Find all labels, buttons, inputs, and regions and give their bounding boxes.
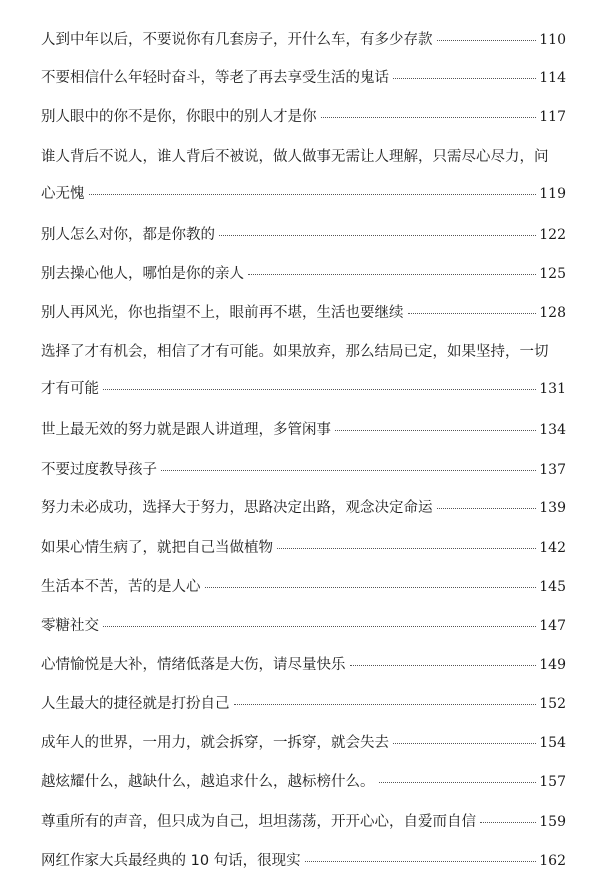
dot-leader <box>205 587 537 588</box>
dot-leader <box>89 194 537 195</box>
toc-entry-title-line1: 谁人背后不说人，谁人背后不被说，做人做事无需让人理解，只需尽心尽力，问 <box>41 149 549 165</box>
toc-entry[interactable] <box>41 303 566 323</box>
toc-entry-page: 147 <box>539 618 566 634</box>
toc-entry-title: 不要过度教导孩子 <box>41 462 157 478</box>
toc-entry-title: 努力未必成功，选择大于努力，思路决定出路，观念决定命运 <box>41 500 433 516</box>
dot-leader <box>161 470 536 471</box>
toc-entry[interactable] <box>41 577 566 597</box>
toc-entry[interactable] <box>41 733 566 753</box>
toc-entry-title: 心情愉悦是大补，情绪低落是大伤，请尽量快乐 <box>41 657 346 673</box>
toc-entry[interactable] <box>41 107 566 127</box>
dot-leader <box>480 822 536 823</box>
dot-leader <box>103 626 536 627</box>
toc-entry[interactable] <box>41 772 566 792</box>
toc-entry[interactable] <box>41 30 566 50</box>
dot-leader <box>393 743 536 744</box>
toc-entry-page: 117 <box>539 109 566 125</box>
toc-entry-title: 人生最大的捷径就是打扮自己 <box>41 696 230 712</box>
toc-entry[interactable] <box>41 851 566 871</box>
toc-entry[interactable] <box>41 655 566 675</box>
toc-entry-title: 人到中年以后，不要说你有几套房子，开什么车，有多少存款 <box>41 32 433 48</box>
toc-entry[interactable] <box>41 694 566 714</box>
dot-leader <box>350 665 537 666</box>
toc-entry-page: 125 <box>539 266 566 282</box>
toc-entry[interactable] <box>41 812 566 832</box>
toc-entry[interactable] <box>41 498 566 518</box>
dot-leader <box>248 274 536 275</box>
dot-leader <box>305 861 537 862</box>
toc-entry[interactable] <box>41 147 566 204</box>
toc-entry-title: 越炫耀什么，越缺什么，越追求什么，越标榜什么。 <box>41 774 375 790</box>
toc-entry-page: 139 <box>539 500 566 516</box>
toc-entry[interactable] <box>41 225 566 245</box>
toc-entry-title: 世上最无效的努力就是跟人讲道理，多管闲事 <box>41 422 331 438</box>
toc-entry-title-line1: 选择了才有机会，相信了才有可能。如果放弃，那么结局已定，如果坚持，一切 <box>41 344 549 360</box>
toc-entry-page: 131 <box>539 381 566 397</box>
dot-leader <box>437 508 537 509</box>
toc-entry-title: 零糖社交 <box>41 618 99 634</box>
toc-entry-page: 128 <box>539 305 566 321</box>
toc-entry-page: 137 <box>539 462 566 478</box>
toc-entry-page: 159 <box>539 814 566 830</box>
dot-leader <box>437 40 537 41</box>
dot-leader <box>219 235 536 236</box>
toc-entry-page: 145 <box>539 579 566 595</box>
toc-entry-page: 134 <box>539 422 566 438</box>
toc-entry[interactable] <box>41 420 566 440</box>
dot-leader <box>335 430 536 431</box>
toc-entry-page: 152 <box>539 696 566 712</box>
toc-entry[interactable] <box>41 460 566 480</box>
toc-entry-title: 如果心情生病了，就把自己当做植物 <box>41 540 273 556</box>
toc-entry-page: 110 <box>539 32 566 48</box>
toc-entry-page: 154 <box>539 735 566 751</box>
toc-entry[interactable] <box>41 264 566 284</box>
toc-entry-title: 别人再风光，你也指望不上，眼前再不堪，生活也要继续 <box>41 305 404 321</box>
toc-entry-title: 成年人的世界，一用力，就会拆穿，一拆穿，就会失去 <box>41 735 389 751</box>
toc-entry[interactable] <box>41 342 566 399</box>
toc-entry[interactable] <box>41 68 566 88</box>
toc-entry-page: 142 <box>539 540 566 556</box>
toc-entry-title: 尊重所有的声音，但只成为自己，坦坦荡荡，开开心心，自爱而自信 <box>41 814 476 830</box>
toc-entry-title: 生活本不苦，苦的是人心 <box>41 579 201 595</box>
toc-entry-title: 别去操心他人，哪怕是你的亲人 <box>41 266 244 282</box>
dot-leader <box>234 704 537 705</box>
toc-entry-page: 157 <box>539 774 566 790</box>
toc-entry-title: 别人怎么对你，都是你教的 <box>41 227 215 243</box>
toc-entry-title: 别人眼中的你不是你，你眼中的别人才是你 <box>41 109 317 125</box>
toc-entry-page: 149 <box>539 657 566 673</box>
toc-entry-page: 122 <box>539 227 566 243</box>
dot-leader <box>103 389 536 390</box>
toc-entry-page: 119 <box>539 186 566 202</box>
toc-entry-page: 162 <box>539 853 566 869</box>
toc-entry-title: 心无愧 <box>41 186 85 202</box>
dot-leader <box>408 313 537 314</box>
dot-leader <box>379 782 537 783</box>
toc-entry[interactable] <box>41 538 566 558</box>
toc-entry-page: 114 <box>539 70 566 86</box>
dot-leader <box>277 548 536 549</box>
dot-leader <box>321 117 537 118</box>
toc-entry-title: 不要相信什么年轻时奋斗，等老了再去享受生活的鬼话 <box>41 70 389 86</box>
toc-entry-title: 才有可能 <box>41 381 99 397</box>
toc-entry[interactable] <box>41 616 566 636</box>
toc-entry-title: 网红作家大兵最经典的 10 句话，很现实 <box>41 853 301 869</box>
dot-leader <box>393 78 536 79</box>
